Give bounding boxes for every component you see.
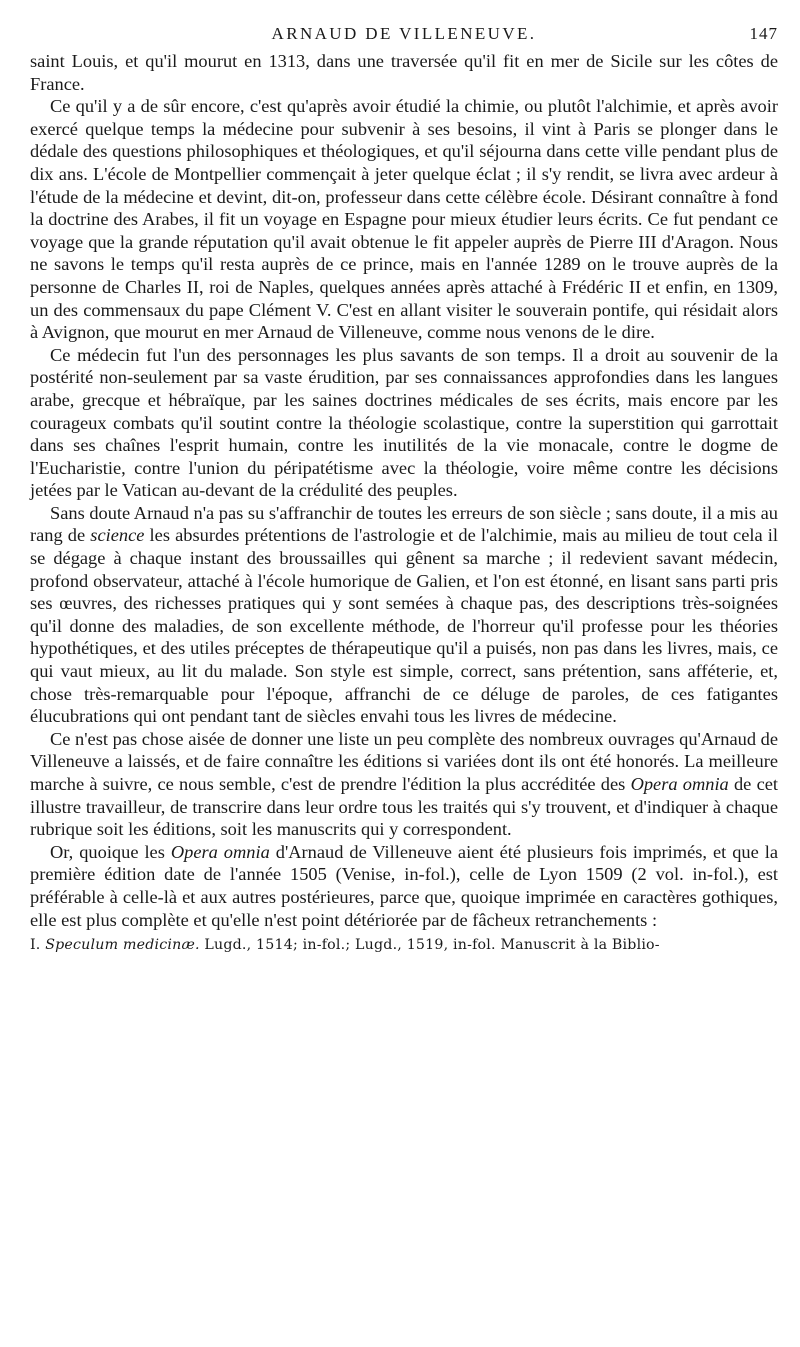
italic-term: Opera omnia <box>170 841 270 862</box>
text-run: d'Arnaud de Villeneuve aient été plusieurs fois imprimés, et que la première édition date de l'année 1505 (Venise, in-fol.), celle de Lyon 1509 (2 vol. in-fol.), est préférable à celle-là et aux autres postérieures, parce que, quoique imprimée en caractères gothiques, elle est plus complète et qu'elle n'est point détériorée par de fâcheux retranchements : <box>30 841 778 930</box>
italic-term: Opera omnia <box>630 774 729 794</box>
bibliography-entry <box>30 935 778 955</box>
text-run: Ce qu'il y a de sûr encore, c'est qu'après avoir étudié la chimie, ou plutôt l'alchimie, et après avoir exercé quelque temps la médecine pour subvenir à ses besoins, il vint à Paris se plonger dans le dédale des questions philosophiques et théologiques, et qu'il séjourna dans cette ville pendant plus de dix ans. L'école de Montpellier commençait à jeter quelque éclat ; il s'y rendit, se livra avec ardeur à l'étude de la médecine et devint, dit-on, professeur dans cette célèbre école. Désirant connaître à fond la doctrine des Arabes, il fit un voyage en Espagne pour mieux étudier leurs écrits. Ce fut pendant ce voyage que la grande réputation qu'il avait obtenue le fit appeler auprès de Pierre III d'Aragon. Nous ne savons le temps qu'il resta auprès de ce prince, mais en l'année 1289 on le trouve auprès de la personne de Charles II, roi de Naples, quelques années après attaché à Frédéric II et enfin, en 1309, un des commensaux du pape Clément V. C'est en allant visiter le souverain pontife, qui résidait alors à Avignon, que mourut en mer Arnaud de Villeneuve, comme nous venons de le dire. <box>30 96 778 343</box>
text-run: de cet illustre travailleur, de transcrire dans leur ordre tous les traités qui s'y trouvent, et d'indiquer à chaque rubrique soit les éditions, soit les manuscrits qui y correspondent. <box>30 774 779 840</box>
paragraph <box>30 344 778 502</box>
text-run: Ce médecin fut l'un des personnages les plus savants de son temps. Il a droit au souvenir de la postérité non-seulement par sa vaste érudition, par ses connaissances approfondies dans les langues arabe, grecque et hébraïque, par les saines doctrines médicales de ses écrits, mais encore par les courageux combats qu'il soutint contre la théologie scolastique, contre la superstition qui garrottait dans ses chaînes l'esprit humain, contre les inutilités de la vie monacale, contre le dogme de l'Eucharistie, contre l'union du péripatétisme avec la théologie, voire même contre les décisions jetées par le Vatican au-devant de la crédulité des peuples. <box>30 344 778 501</box>
text-run: Or, quoique les <box>50 841 171 862</box>
paragraph <box>30 50 778 95</box>
paragraph <box>30 841 778 931</box>
running-head <box>30 24 778 50</box>
running-title: ARNAUD DE VILLENEUVE. <box>271 24 537 43</box>
paragraph <box>30 502 778 728</box>
footnote-text: Lugd., 1514; in-fol.; Lugd., 1519, in-fol. Manuscrit à la Biblio- <box>199 937 660 954</box>
text-run: saint Louis, et qu'il mourut en 1313, dans une traversée qu'il fit en mer de Sicile sur les côtes de France. <box>30 51 778 94</box>
body-text <box>30 50 778 931</box>
italic-term: science <box>90 525 145 546</box>
page-number: 147 <box>749 24 778 43</box>
text-run: Ce n'est pas chose aisée de donner une liste un peu complète des nombreux ouvrages qu'Arnaud de Villeneuve a laissés, et de faire connaître les éditions si variées dont ils ont été honorés. La meilleure marche à suivre, ce nous semble, c'est de prendre l'édition la plus accréditée des <box>30 728 778 794</box>
paragraph <box>30 728 778 841</box>
work-title: Speculum medicinæ. <box>45 937 200 954</box>
text-run: Sans doute Arnaud n'a pas su s'affranchir de toutes les erreurs de son siècle ; sans doute, il a mis au rang de <box>30 502 778 546</box>
footnote-text: I. <box>30 937 46 954</box>
book-page <box>30 24 778 955</box>
text-run: les absurdes prétentions de l'astrologie et de l'alchimie, mais au milieu de tout cela il se dégage à chaque instant des broussailles qui gênent sa marche ; il redevient savant médecin, profond observateur, attaché à l'école humorique de Galien, et l'on est étonné, en lisant sans parti pris ses œuvres, des richesses pratiques qui y sont semées à chaque pas, des descriptions très-soignées qu'il donne des maladies, de son excellente méthode, de l'horreur qu'il professe pour les théories hypothétiques, et des utiles préceptes de thérapeutique qu'il a puisés, non pas dans les livres, mais, ce qui vaut mieux, au lit du malade. Son style est simple, correct, sans prétention, sans afféterie, et, chose très-remarquable pour l'époque, affranchi de ce déluge de paroles, de ces fatigantes élucubrations qui ont pendant tant de siècles envahi tous les livres de médecine. <box>30 525 778 727</box>
paragraph <box>30 95 778 344</box>
